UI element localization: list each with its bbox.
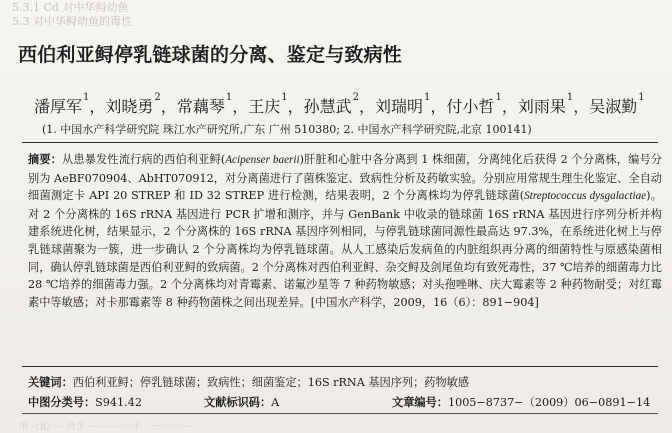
affiliation-marker: 1 [638,92,645,103]
article-title: 西伯利亚鲟停乳链球菌的分离、鉴定与致病性 [18,44,403,66]
author-name [303,92,360,116]
author-name [517,92,574,116]
author-separator: ， [287,97,304,116]
abstract-text-2: )肝脏和心脏中各分离到 1 株细菌，分离纯化后获得 2 个分离株，编号分别为 AeBF070904、AbHT070912，对分离菌进行了菌株鉴定、致病性分析及药敏实验。分别应用常规生理生化鉴定、全自动细菌测定卡 API 20 STREP 和 ID 32 STREP 进行检测，结果表明，2 个分离株均为停乳链球菌( [28,153,662,203]
author-list [34,94,664,117]
classification-line [28,394,662,410]
abstract-text-1: 从患暴发性流行病的西伯利亚鲟( [62,153,226,166]
affiliation-marker: 1 [424,92,431,103]
document-code [204,394,279,410]
abstract-label: 摘要： [28,153,63,166]
author-affiliation: (1. 中国水产科学研究院 珠江水产研究所,广东 广州 510380; 2. 中国水产科学研究院,北京 100141) [42,123,532,136]
bleed-through-text [0,0,672,36]
keywords-text: 西伯利亚鲟；停乳链球菌；致病性；细菌鉴定；16S rRNA 基因序列；药物敏感 [72,376,470,389]
author-name-text: 刘雨果 [517,97,566,116]
clc-label: 中图分类号： [28,396,96,409]
article-number [392,394,650,410]
affiliation-marker: 1 [225,92,233,103]
clc-number [28,394,142,410]
header-divider [22,142,658,143]
author-name-text: 刘瑞明 [375,97,424,116]
author-name-text: 刘晓勇 [105,97,154,116]
bleed-line-2: 5.3 对中华鲟幼鱼的毒性 [12,15,132,28]
author-separator: ， [430,97,447,116]
doc-code-label: 文献标识码： [204,396,272,409]
species-name-sturgeon: Acipenser baerii [225,154,300,166]
affiliation-marker: 1 [495,92,502,103]
keywords-label: 关键词： [28,376,73,389]
author-name [34,92,90,116]
author-separator: ， [359,97,376,116]
article-no-label: 文章编号： [392,396,448,409]
author-name [176,92,233,116]
doc-code-value: A [271,396,280,409]
author-separator: ， [573,97,590,116]
clc-value: S941.42 [95,396,142,409]
author-separator: ， [232,97,249,116]
author-name [589,92,645,116]
author-name-text: 吴淑勤 [589,97,638,116]
author-name-text: 常藕琴 [176,97,225,116]
author-name [105,92,161,116]
footer-divider [22,413,658,414]
author-name-text: 王庆 [248,97,281,116]
abstract-divider [22,366,658,367]
keywords-line [28,374,662,390]
author-separator: ， [501,97,518,116]
author-name-text: 付小哲 [446,97,495,116]
species-name-streptococcus: Streptococcus dysgalactiae [524,190,647,203]
article-no-value: 1005−8737−（2009）06−0891−14 [447,396,651,409]
author-name [446,92,502,116]
author-separator: ， [89,97,106,116]
affiliation-marker: 1 [566,92,574,103]
bottom-bleed-through: · 甲 ·（8）···· 叶3 ····· ···· 一下 · 一一一 ··· [12,422,194,432]
abstract-text-3: )。对 2 个分离株的 16S rRNA 基因进行 PCR 扩增和测序，并与 GenBank 中收录的链球菌 16S rRNA 基因进行序列分析并构建系统进化树，结果显示，2 个分离株的 16S rRNA 基因序列相同，与停乳链球菌同源性最高达 97.3%，在系统进化树上与停乳链球菌聚为一簇，进一步确认 2 个分离株均为停乳链球菌。从人工感染后发病鱼的内脏组织再分离的细菌特性与原感染菌相同，确认停乳链球菌是西伯利亚鲟的致病菌。2 个分离株对西伯利亚鲟、杂交鲟及剑尾鱼均有致死毒性，37 ℃培养的细菌毒力比 28 ℃培养的细菌毒力强。2 个分离株均对青霉素、诺氟沙星等 7 种药物敏感；对头孢唑啉、庆大霉素等 2 种药物耐受；对红霉素中等敏感；对卡那霉素等 8 种药物菌株之间出现差异。[中国水产科学，2009，16（6）：891−904] [28,189,662,309]
abstract-block [28,151,662,311]
bleed-line-1: 5.3.1 Cd 对中华鲟幼鱼 [12,1,129,14]
author-name [375,92,431,116]
affiliation-marker: 1 [281,92,288,103]
author-name-text: 潘厚军 [34,97,83,116]
author-name [248,92,288,116]
author-name-text: 孙慧武 [303,97,352,116]
affiliation-marker: 1 [83,92,90,103]
affiliation-marker: 2 [352,92,360,103]
author-separator: ， [160,97,177,116]
affiliation-marker: 2 [154,92,161,103]
